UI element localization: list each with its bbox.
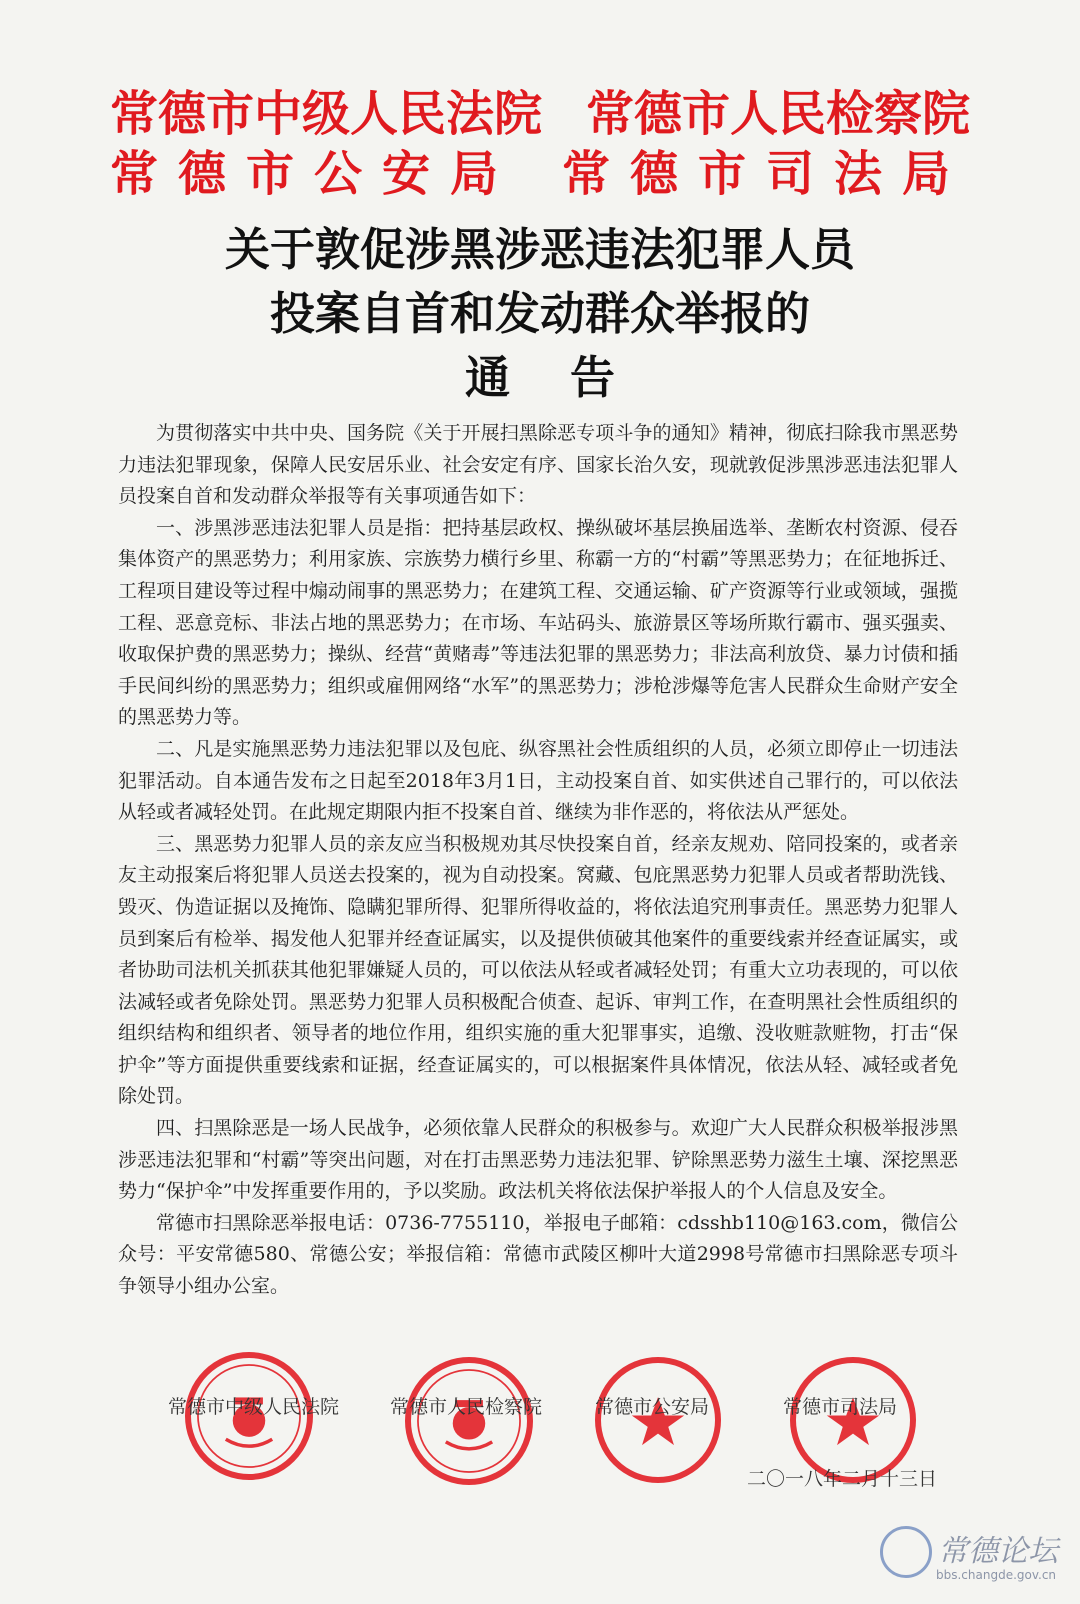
police-seal-icon bbox=[595, 1357, 721, 1483]
issue-date: 二〇一八年二月十三日 bbox=[747, 1468, 938, 1490]
watermark-title: 常德论坛 bbox=[938, 1534, 1058, 1569]
forum-logo-icon bbox=[880, 1526, 932, 1578]
title-line-3: 通告 bbox=[464, 351, 675, 404]
signature-police: 常德市公安局 bbox=[595, 1396, 710, 1418]
paragraph-intro: 为贯彻落实中共中央、国务院《关于开展扫黑除恶专项斗争的通知》精神，彻底扫除我市黑恶势力违法犯罪现象，保障人民安居乐业、社会安定有序、国家长治久安，现就敦促涉黑涉恶违法犯罪人员投案自首和发动群众举报等有关事项通告如下： bbox=[118, 422, 958, 508]
issuer-court: 常德市中级人民法院 bbox=[110, 86, 543, 142]
issuer-justice: 常德市司法局 bbox=[561, 146, 970, 202]
issuer-row-1 bbox=[110, 84, 970, 144]
forum-watermark bbox=[880, 1526, 1070, 1596]
paragraph-3: 三、黑恶势力犯罪人员的亲友应当积极规劝其尽快投案自首，经亲友规劝、陪同投案的，或者亲友主动报案后将犯罪人员送去投案的，视为自动投案。窝藏、包庇黑恶势力犯罪人员或者帮助洗钱、毁灭、伪造证据以及掩饰、隐瞒犯罪所得、犯罪所得收益的，将依法追究刑事责任。黑恶势力犯罪人员到案后有检举、揭发他人犯罪并经查证属实，以及提供侦破其他案件的重要线索并经查证属实，或者协助司法机关抓获其他犯罪嫌疑人员的，可以依法从轻或者减轻处罚；有重大立功表现的，可以依法减轻或者免除处罚。黑恶势力犯罪人员积极配合侦查、起诉、审判工作，在查明黑社会性质组织的组织结构和组织者、领导者的地位作用，组织实施的重大犯罪事实，追缴、没收赃款赃物，打击“保护伞”等方面提供重要线索和证据，经查证属实的，可以根据案件具体情况，依法从轻、减轻或者免除处罚。 bbox=[118, 832, 958, 1108]
signature-justice: 常德市司法局 bbox=[783, 1396, 898, 1418]
paragraph-1: 一、涉黑涉恶违法犯罪人员是指：把持基层政权、操纵破坏基层换届选举、垄断农村资源、侵吞集体资产的黑恶势力；利用家族、宗族势力横行乡里、称霸一方的“村霸”等黑恶势力；在征地拆迁、工程项目建设等过程中煽动闹事的黑恶势力；在建筑工程、交通运输、矿产资源等行业或领域，强揽工程、恶意竞标、非法占地的黑恶势力；在市场、车站码头、旅游景区等场所欺行霸市、强买强卖、收取保护费的黑恶势力；操纵、经营“黄赌毒”等违法犯罪的黑恶势力；非法高利放贷、暴力讨债和插手民间纠纷的黑恶势力；组织或雇佣网络“水军”的黑恶势力；涉枪涉爆等危害人民群众生命财产安全的黑恶势力等。 bbox=[118, 516, 958, 729]
paragraph-2: 二、凡是实施黑恶势力违法犯罪以及包庇、纵容黑社会性质组织的人员，必须立即停止一切违法犯罪活动。自本通告发布之日起至2018年3月1日，主动投案自首、如实供述自己罪行的，可以依法从轻或者减轻处罚。在此规定期限内拒不投案自首、继续为非作恶的，将依法从严惩处。 bbox=[118, 737, 958, 824]
procuratorate-seal-icon bbox=[405, 1357, 533, 1485]
title-line-2: 投案自首和发动群众举报的 bbox=[269, 287, 810, 340]
watermark-url: bbs.changde.gov.cn bbox=[936, 1568, 1057, 1582]
notice-title bbox=[0, 218, 1080, 410]
issuer-header bbox=[110, 84, 970, 204]
notice-body bbox=[118, 418, 958, 1303]
paragraph-contact: 常德市扫黑除恶举报电话：0736-7755110，举报电子邮箱：cdsshb110@163.com，微信公众号：平安常德580、常德公安；举报信箱：常德市武陵区柳叶大道2998号常德市扫黑除恶专项斗争领导小组办公室。 bbox=[118, 1211, 958, 1298]
paragraph-4: 四、扫黑除恶是一场人民战争，必须依靠人民群众的积极参与。欢迎广大人民群众积极举报涉黑涉恶违法犯罪和“村霸”等突出问题，对在打击黑恶势力违法犯罪、铲除黑恶势力滋生土壤、深挖黑恶势力“保护伞”中发挥重要作用的，予以奖励。政法机关将依法保护举报人的个人信息及安全。 bbox=[118, 1117, 958, 1203]
issuer-procuratorate: 常德市人民检察院 bbox=[585, 86, 970, 142]
signature-court: 常德市中级人民法院 bbox=[168, 1396, 340, 1418]
signature-procuratorate: 常德市人民检察院 bbox=[390, 1396, 543, 1418]
issuer-police: 常德市公安局 bbox=[110, 146, 519, 202]
title-line-1: 关于敦促涉黑涉恶违法犯罪人员 bbox=[224, 223, 855, 276]
issuer-row-2 bbox=[110, 144, 970, 204]
